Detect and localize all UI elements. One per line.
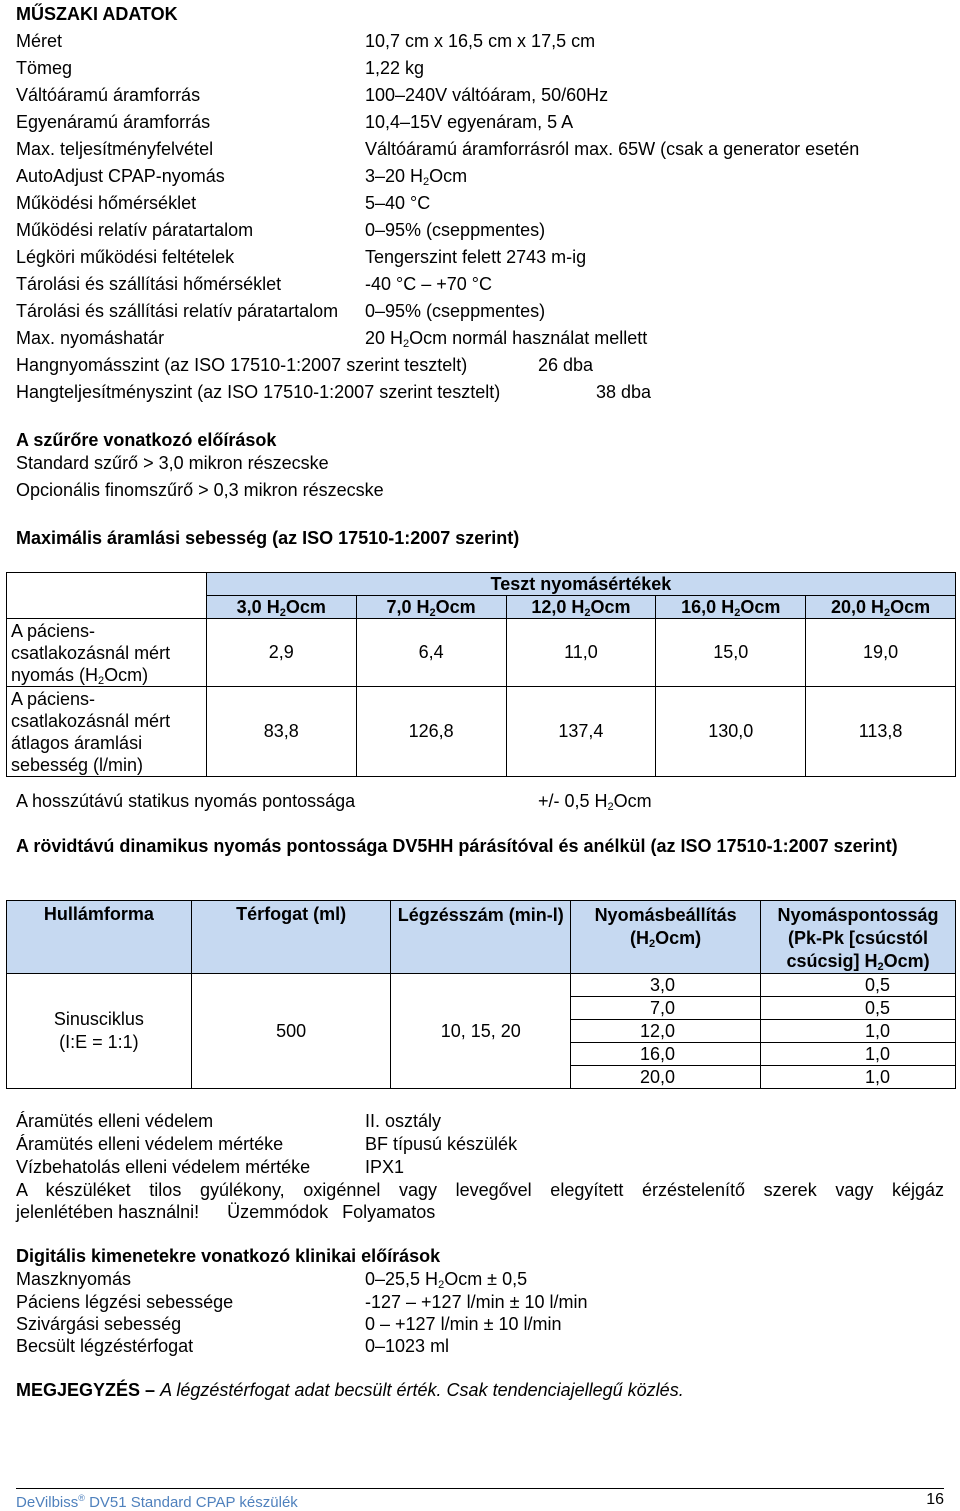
flow-cell: 2,9 bbox=[206, 619, 356, 687]
spec-value: 10,4–15V egyenáram, 5 A bbox=[365, 112, 574, 132]
flow-cell: 6,4 bbox=[356, 619, 506, 687]
pressure-setting-cell: 7,0 bbox=[571, 997, 761, 1020]
flow-row-label: A páciens-csatlakozásnál mért nyomás $(H_2Ocm)$ bbox=[7, 619, 207, 687]
digital-value: 0 – +127 l/min ± 10 l/min bbox=[365, 1314, 562, 1334]
flow-pressure-header: 7,0 $H_2Ocm$ bbox=[356, 596, 506, 619]
footer-divider bbox=[16, 1488, 944, 1489]
protection-value: IPX1 bbox=[365, 1157, 405, 1177]
spec-value: 3–20 $H_2Ocm$ bbox=[365, 166, 468, 188]
spec-label: Hangnyomásszint (az ISO 17510-1:2007 szerint tesztelt) bbox=[16, 355, 468, 375]
spec-label: Működési relatív páratartalom bbox=[16, 220, 254, 240]
mode-label: Üzemmódok bbox=[227, 1202, 329, 1222]
flow-cell: 113,8 bbox=[806, 687, 956, 777]
warning-text: A készüléket tilos gyúlékony, oxigénnel vagy levegővel elegyített érzéstelenítő szerek vagy kéjgáz bbox=[16, 1180, 944, 1200]
spec-label: Max. teljesítményfelvétel bbox=[16, 139, 214, 159]
spec-value: 26 dba bbox=[538, 355, 594, 375]
header-waveform: Hullámforma bbox=[7, 901, 192, 974]
flow-corner-cell bbox=[7, 573, 207, 619]
protection-label: Áramütés elleni védelem bbox=[16, 1111, 214, 1131]
static-accuracy-label: A hosszútávú statikus nyomás pontossága bbox=[16, 791, 356, 811]
spec-label: Egyenáramú áramforrás bbox=[16, 112, 211, 132]
flow-pressure-header: 16,0 $H_2Ocm$ bbox=[656, 596, 806, 619]
pressure-setting-cell: 16,0 bbox=[571, 1043, 761, 1066]
mode-value: Folyamatos bbox=[342, 1202, 436, 1222]
spec-label: Max. nyomáshatár bbox=[16, 328, 165, 348]
digital-label: Maszknyomás bbox=[16, 1269, 132, 1289]
flow-pressure-header: 20,0 $H_2Ocm$ bbox=[806, 596, 956, 619]
protection-value: II. osztály bbox=[365, 1111, 442, 1131]
flow-table bbox=[6, 572, 956, 777]
spec-label: Tárolási és szállítási relatív páratartalom bbox=[16, 301, 339, 321]
breath-rate-cell: 10, 15, 20 bbox=[391, 974, 571, 1089]
spec-value: 0–95% (cseppmentes) bbox=[365, 301, 546, 321]
pressure-accuracy-cell: 1,0 bbox=[761, 1066, 956, 1089]
pressure-accuracy-cell: 0,5 bbox=[761, 974, 956, 997]
spec-label: Méret bbox=[16, 31, 63, 51]
section-title: MŰSZAKI ADATOK bbox=[16, 4, 178, 24]
digital-label: Szivárgási sebesség bbox=[16, 1314, 182, 1334]
digital-title: Digitális kimenetekre vonatkozó klinikai előírások bbox=[16, 1246, 441, 1266]
flow-row-label: A páciens-csatlakozásnál mért átlagos áramlási sebesség (l/min) bbox=[7, 687, 207, 777]
flow-cell: 15,0 bbox=[656, 619, 806, 687]
header-volume: Térfogat (ml) bbox=[191, 901, 391, 974]
digital-label: Becsült légzéstérfogat bbox=[16, 1336, 194, 1356]
spec-value: 0–95% (cseppmentes) bbox=[365, 220, 546, 240]
spec-value: Tengerszint felett 2743 m-ig bbox=[365, 247, 587, 267]
flow-header: Teszt nyomásértékek bbox=[206, 573, 955, 596]
digital-value: 0–25,5 $H_2Ocm \pm 0,5$ bbox=[365, 1269, 528, 1291]
header-pressure-setting: Nyomásbeállítás $(H_2Ocm)$ bbox=[571, 901, 761, 974]
protection-value: BF típusú készülék bbox=[365, 1134, 518, 1154]
pressure-setting-cell: 3,0 bbox=[571, 974, 761, 997]
pressure-accuracy-cell: 1,0 bbox=[761, 1043, 956, 1066]
digital-value: 0–1023 ml bbox=[365, 1336, 450, 1356]
spec-value: 10,7 cm x 16,5 cm x 17,5 cm bbox=[365, 31, 596, 51]
filter-line: Standard szűrő > 3,0 mikron részecske bbox=[16, 453, 329, 473]
dynamic-title: A rövidtávú dinamikus nyomás pontossága DV5HH párásítóval és anélkül (az ISO 17510-1:2007 szerint) bbox=[16, 836, 898, 856]
spec-value: 20 $H_2Ocm$ normál használat mellett bbox=[365, 328, 648, 350]
flow-cell: 130,0 bbox=[656, 687, 806, 777]
filter-line: Opcionális finomszűrő > 0,3 mikron részecske bbox=[16, 480, 384, 500]
spec-label: Légköri működési feltételek bbox=[16, 247, 235, 267]
waveform-cell: Sinusciklus (I:E = 1:1) bbox=[7, 974, 192, 1089]
spec-value: -40 °C – +70 °C bbox=[365, 274, 492, 294]
flow-cell: 126,8 bbox=[356, 687, 506, 777]
spec-label: AutoAdjust CPAP-nyomás bbox=[16, 166, 225, 186]
header-breath-rate: Légzésszám (min-l) bbox=[391, 901, 571, 974]
spec-label: Tárolási és szállítási hőmérséklet bbox=[16, 274, 282, 294]
pressure-setting-cell: 20,0 bbox=[571, 1066, 761, 1089]
flow-title: Maximális áramlási sebesség (az ISO 17510-1:2007 szerint) bbox=[16, 528, 520, 548]
spec-label: Működési hőmérséklet bbox=[16, 193, 197, 213]
warning-text-end: jelenlétében használni! Üzemmódok Folyamatos bbox=[16, 1202, 436, 1222]
flow-cell: 137,4 bbox=[506, 687, 656, 777]
digital-label: Páciens légzési sebessége bbox=[16, 1292, 234, 1312]
dynamic-table bbox=[6, 900, 956, 1089]
spec-value: 1,22 kg bbox=[365, 58, 425, 78]
spec-label: Váltóáramú áramforrás bbox=[16, 85, 201, 105]
pressure-accuracy-cell: 0,5 bbox=[761, 997, 956, 1020]
flow-cell: 83,8 bbox=[206, 687, 356, 777]
pressure-setting-cell: 12,0 bbox=[571, 1020, 761, 1043]
spec-value: 38 dba bbox=[596, 382, 652, 402]
flow-pressure-header: 12,0 $H_2Ocm$ bbox=[506, 596, 656, 619]
spec-label: Tömeg bbox=[16, 58, 73, 78]
protection-label: Vízbehatolás elleni védelem mértéke bbox=[16, 1157, 311, 1177]
page-number: 16 bbox=[926, 1491, 944, 1508]
flow-cell: 11,0 bbox=[506, 619, 656, 687]
spec-value: Váltóáramú áramforrásról max. 65W (csak a generator esetén bbox=[365, 139, 860, 159]
protection-label: Áramütés elleni védelem mértéke bbox=[16, 1134, 284, 1154]
flow-cell: 19,0 bbox=[806, 619, 956, 687]
spec-value: 100–240V váltóáram, 50/60Hz bbox=[365, 85, 609, 105]
static-accuracy-value: +/- 0,5 $H_2Ocm$ bbox=[538, 791, 652, 813]
flow-pressure-header: 3,0 $H_2Ocm$ bbox=[206, 596, 356, 619]
spec-label: Hangteljesítményszint (az ISO 17510-1:2007 szerint tesztelt) bbox=[16, 382, 501, 402]
spec-value: 5–40 °C bbox=[365, 193, 431, 213]
footer-title: DeVilbiss® DV51 Standard CPAP készülék bbox=[16, 1493, 298, 1511]
pressure-accuracy-cell: 1,0 bbox=[761, 1020, 956, 1043]
digital-value: -127 – +127 l/min ± 10 l/min bbox=[365, 1292, 588, 1312]
note-label: MEGJEGYZÉS – bbox=[16, 1380, 156, 1400]
note bbox=[16, 1380, 684, 1401]
filter-title: A szűrőre vonatkozó előírások bbox=[16, 430, 277, 450]
volume-cell: 500 bbox=[191, 974, 391, 1089]
note-text: A légzéstérfogat adat becsült érték. Csak tendenciajellegű közlés. bbox=[160, 1380, 684, 1400]
header-pressure-accuracy: Nyomáspontosság (Pk-Pk [csúcstól csúcsig] $H_2Ocm$) bbox=[761, 901, 956, 974]
